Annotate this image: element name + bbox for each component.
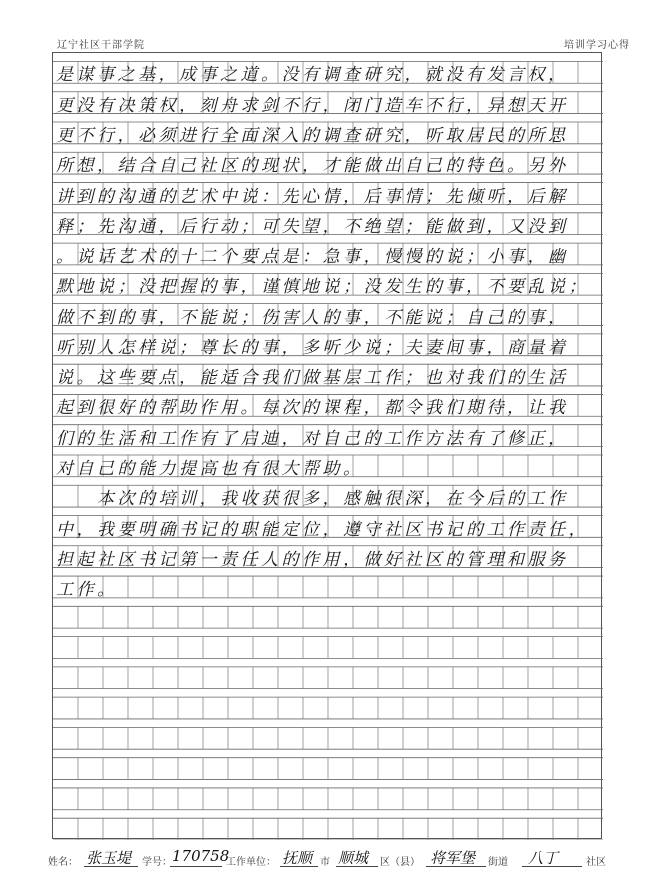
community-underline: [522, 866, 582, 867]
essay-line: 。说话艺术的十二个要点是：急事，慢慢的说；小事，幽: [56, 247, 569, 268]
essay-line: 释；先沟通，后行动；可失望，不绝望；能做到，又没到: [56, 216, 569, 237]
name-label: 姓名：: [48, 857, 78, 868]
school-header: 辽宁社区干部学院: [57, 40, 145, 51]
street-value: 将军堡: [430, 849, 476, 867]
work-unit-label: 工作单位：: [226, 857, 276, 868]
essay-line: 对自己的能力提高也有很大帮助。: [56, 458, 364, 479]
essay-line: 做不到的事，不能说；伤害人的事，不能说；自己的事，: [56, 307, 569, 328]
student-id-value: 170758: [172, 847, 230, 865]
id-underline: [170, 866, 222, 867]
document-type-header: 培训学习心得: [564, 40, 630, 51]
essay-line: 中，我要明确书记的职能定位，遵守社区书记的工作责任，: [56, 519, 589, 540]
essay-line: 默地说；没把握的事，谨慎地说；没发生的事，不要乱说；: [56, 277, 589, 298]
student-id-label: 学号：: [142, 857, 172, 868]
essay-line: 本次的培训，我收获很多，感触很深，在今后的工作: [56, 489, 569, 510]
city-value: 抚顺: [282, 849, 313, 867]
district-underline: [336, 866, 378, 867]
essay-line: 说。这些要点，能适合我们做基层工作；也对我们的生活: [56, 368, 569, 389]
community-value: 八丁: [528, 849, 559, 867]
signature-footer: [48, 845, 638, 869]
essay-line: 工作。: [56, 580, 118, 601]
district-suffix: 区（县）: [380, 857, 420, 868]
essay-line: 讲到的沟通的艺术中说：先心情，后事情；先倾听，后解: [56, 186, 569, 207]
name-value: 张玉堤: [86, 849, 132, 867]
street-underline: [426, 866, 486, 867]
essay-line: 更没有决策权，刻舟求剑不行，闭门造车不行，异想天开: [56, 95, 569, 116]
essay-line: 更不行，必须进行全面深入的调查研究，听取居民的所思: [56, 126, 569, 146]
essay-line: 们的生活和工作有了启迪，对自己的工作方法有了修正，: [56, 428, 569, 449]
essay-line: 起到很好的帮助作用。每次的课程，都令我们期待，让我: [56, 398, 569, 419]
essay-line: 听别人怎样说；尊长的事，多听少说；夫妻间事，商量着: [56, 337, 569, 358]
name-underline: [84, 866, 138, 867]
street-suffix: 街道: [488, 857, 508, 868]
essay-line: 所想，结合自己社区的现状，才能做出自己的特色。另外: [56, 156, 569, 177]
community-suffix: 社区: [586, 857, 606, 868]
essay-line: 是谋事之基，成事之道。没有调查研究，就没有发言权，: [56, 65, 569, 86]
city-underline: [280, 866, 318, 867]
district-value: 顺城: [338, 849, 369, 867]
city-suffix: 市: [320, 857, 330, 868]
essay-line: 担起社区书记第一责任人的作用，做好社区的管理和服务: [56, 549, 569, 570]
